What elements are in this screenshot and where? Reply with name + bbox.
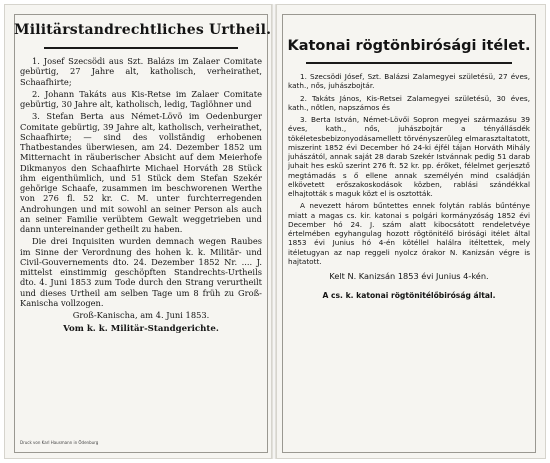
- hungarian-dateline: Kelt N. Kanizsán 1853 évi Junius 4-kén.: [329, 271, 489, 281]
- hungarian-paragraph-1: 1. Szecsödi Jósef, Szt. Balázsi Zalamegyei születésü, 27 éves, kath., nős, juhászbojtár.: [288, 72, 530, 91]
- german-title: Militärstandrechtliches Urtheil.: [14, 22, 272, 38]
- german-signature: Vom k. k. Militär-Standgerichte.: [63, 324, 219, 335]
- hungarian-paragraph-2: 2. Takáts János, Kis-Retsei Zalamegyei születésü, 30 éves, kath., nőtlen, napszámos és: [288, 93, 530, 112]
- german-paragraph-3: 3. Stefan Berta aus Német-Lövö im Oedenburger Comitate gebürtig, 39 Jahre alt, katholisch, verheirathet, Schaafhirte; — sind des vollständig erhobenen Thatbestandes überwiesen, am 24. Dezember 1852 um Mitternacht in räuberischer Absicht auf dem Meierhofe Dikmanyos den Schaafhirte Michael Horváth 28 Stück ihm eigenthümlich, und 51 Stück dem Stefan Szekér gehörige Schaafe, zusammen im beschworenen Werthe von 276 fl. 52 kr. C. M. unter furchterregenden Androhungen und mit sowohl an seiner Person als auch an seiner Familie verübtem Gewalt weggetrieben und dann untereinander getheilt zu haben.: [20, 111, 262, 234]
- german-paragraph-2: 2. Johann Takáts aus Kis-Retse im Zalaer Comitate gebürtig, 30 Jahre alt, katholisch, ledig, Taglöhner und: [20, 88, 262, 109]
- title-rule: [44, 47, 238, 49]
- printer-imprint: Druck von Karl Hausmann in Ödenburg: [20, 440, 99, 445]
- german-page: [4, 4, 272, 459]
- hungarian-body: [288, 72, 530, 304]
- hungarian-title: Katonai rögtönbirósági itélet.: [287, 38, 531, 54]
- title-rule: [306, 62, 512, 64]
- german-paragraph-1: 1. Josef Szecsödi aus Szt. Balázs im Zalaer Comitate gebürtig, 27 Jahre alt, katholisch, verheirathet, Schaafhirte;: [20, 56, 262, 87]
- hungarian-page: [276, 4, 546, 459]
- german-body: [20, 56, 262, 337]
- german-dateline: Groß-Kanischa, am 4. Juni 1853.: [72, 310, 210, 320]
- german-paragraph-4: Die drei Inquisiten wurden demnach wegen Raubes im Sinne der Verordnung des hohen k. k. Militär- und Civil-Gouvernements dto. 24. Dezember 1852 Nr. .... J. mittelst einstimmig geschöpften Standrechts-Urtheils dto. 4. Juni 1853 zum Tode durch den Strang verurtheilt und dieses Urtheil am selben Tage um 8 früh zu Groß-Kanischa vollzogen.: [20, 236, 262, 308]
- hungarian-signature: A cs. k. katonai rögtönitélőbiróság által.: [322, 291, 496, 301]
- hungarian-paragraph-4: A nevezett három bűntettes ennek folytán rablás bűnténye miatt a magas cs. kir. katonai s polgári kormányzóság 1852 évi December hó 24. J. szám alatt kibocsátott rendeletvéye értelmében egyhangulag hozott rögtönitélő birósági itélet által 1853 évi Junius hó 4-én kötéllel halálra itéltettek, mely itéletugyan az nap reggeli nyolcz órakor N. Kanizsán végre is hajtatott.: [288, 201, 530, 266]
- hungarian-paragraph-3: 3. Berta István, Német-Lövői Sopron megyei származásu 39 éves, kath., nős, juhászbojtár a tényállásdék tökéletesbebizonyodásamellett törvényszerüleg elmarasztaltatott, miszerint 1852 évi December hó 24-ki éjfél tájan Horváth Mihály juhászától, annak saját 28 darab Szekér Istvánnak pedig 51 darab juhait hes eskü szerint 276 ft. 52 kr. pp. érőket, félelmet gerjesztő megtámadás s ő ellene annak személyén mind családján elkövetett erőszakoskodások közben, rablási szándékkal elhajtották s maguk közt el is osztották.: [288, 115, 530, 198]
